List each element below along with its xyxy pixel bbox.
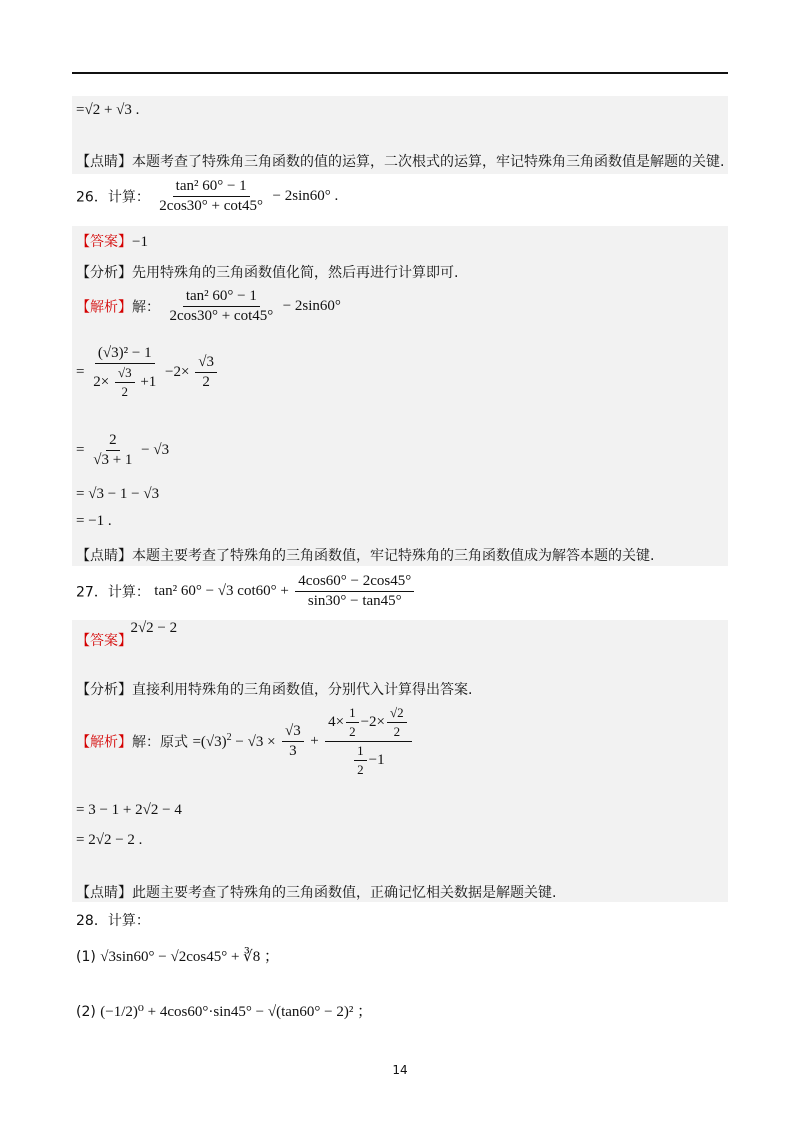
tail-fraction	[195, 354, 217, 391]
dianjing-text: 本题主要考查了特殊角的三角函数值，牢记特殊角的三角函数值成为解答本题的关键.	[132, 548, 655, 564]
jiexi-tail: − 2sin60°	[282, 298, 341, 314]
den-part-b: +1	[140, 373, 157, 390]
big-den: $\frac{1}{2}$ −1	[349, 742, 387, 778]
jiexi-tag: 【解析】	[76, 299, 132, 316]
den-part-a: 2×	[93, 373, 110, 390]
half-den-frac	[354, 743, 367, 778]
question-27	[76, 573, 416, 610]
answer-value: −1	[132, 234, 148, 250]
answer-tag: 【答案】	[76, 633, 132, 649]
tail-den: 2	[202, 374, 210, 390]
fenxi-text: 先用特殊角的三角函数值化简，然后再进行计算即可.	[132, 265, 459, 281]
half2-den: 2	[357, 762, 364, 777]
jiexi-tag: 【解析】	[76, 734, 132, 751]
fraction-denominator: sin30° − tan45°	[307, 593, 402, 609]
step-tail: −2×	[165, 364, 190, 380]
fraction-denominator	[90, 364, 159, 400]
step-fraction	[90, 432, 135, 469]
fenxi-27	[76, 679, 472, 699]
answer-26	[76, 231, 148, 251]
fraction-denominator: 2cos30° + cot45°	[169, 308, 274, 324]
fraction-denominator: √3 + 1	[93, 452, 133, 468]
part-expr: √3sin60° − √2cos45° + ∛8 ；	[100, 949, 279, 965]
step-fraction	[90, 345, 159, 400]
nested-den: 2	[121, 384, 128, 399]
dianjing-tag: 【点睛】	[76, 885, 132, 901]
jiexi-26	[76, 288, 341, 325]
question-fraction	[156, 178, 266, 215]
jiexi-expr-a: $=(√3)^2 - √3$ ×	[192, 732, 276, 750]
fraction-denominator: 2cos30° + cot45°	[159, 198, 264, 214]
jiexi-intro: 解：	[132, 299, 160, 316]
frac-den: 3	[289, 743, 297, 759]
frac-num: √3	[282, 723, 304, 742]
part-expr: (−1/2)⁰ + 4cos60°·sin45° − √(tan60° − 2)² ；	[100, 1004, 373, 1020]
nested-num: √3	[115, 365, 135, 383]
half	[346, 705, 359, 740]
equals-sign: =	[76, 364, 85, 380]
step-tail: − √3	[141, 442, 170, 458]
fraction-numerator: 2	[106, 432, 120, 451]
q28-part-2	[76, 1000, 372, 1021]
sqrt2-num: √2	[387, 705, 407, 723]
fenxi-tag: 【分析】	[76, 265, 132, 281]
half-num: 1	[346, 705, 359, 723]
plus-sign: +	[310, 733, 319, 749]
fenxi-26	[76, 262, 458, 282]
big-num: 4× $\frac{1}{2}$ −2× $\frac{√2}{2}$	[325, 705, 412, 742]
part-label: (1)	[76, 949, 96, 965]
dianjing-text: 本题考查了特殊角三角函数的值的运算，二次根式的运算，牢记特殊角三角函数值是解题的关键.	[132, 154, 725, 170]
answer-tag: 【答案】	[76, 234, 132, 250]
fenxi-text: 直接利用特殊角的三角函数值，分别代入计算得出答案.	[132, 682, 473, 698]
jiexi-fraction	[166, 288, 276, 325]
answer-value: 2√2 − 2	[130, 620, 178, 636]
tail-num: √3	[195, 354, 217, 373]
half2-num: 1	[354, 743, 367, 761]
step-26-1	[76, 345, 219, 400]
q28-part-1	[76, 945, 279, 966]
jiexi-27	[76, 705, 414, 778]
dianjing-line-3	[76, 882, 556, 902]
half-den: 2	[349, 724, 356, 739]
question-label: 26．计算：	[76, 189, 150, 206]
dianjing-line-2	[76, 545, 654, 565]
sqrt3-over-3	[282, 723, 304, 760]
dianjing-text: 此题主要考查了特殊角的三角函数值，正确记忆相关数据是解题关键.	[132, 885, 557, 901]
dianjing-tag: 【点睛】	[76, 548, 132, 564]
fraction-numerator: tan² 60° − 1	[183, 288, 260, 307]
fraction-numerator: 4cos60° − 2cos45°	[295, 573, 414, 592]
result-line: =√2 + √3 .	[76, 102, 140, 118]
equals-sign: =	[76, 442, 85, 458]
step-27-2: = 3 − 1 + 2√2 − 4	[76, 802, 182, 818]
fenxi-tag: 【分析】	[76, 682, 132, 698]
page-number: 14	[392, 1063, 408, 1077]
question-28: 28．计算：	[76, 913, 150, 929]
question-tail: − 2sin60° .	[272, 188, 339, 204]
step-26-4: = −1 .	[76, 513, 112, 529]
step-27-3: = 2√2 − 2 .	[76, 832, 143, 848]
part-label: (2)	[76, 1004, 96, 1020]
fraction-numerator: (√3)² − 1	[95, 345, 155, 364]
sqrt2-half	[387, 705, 407, 740]
big-fraction	[325, 705, 412, 778]
step-26-3: = √3 − 1 − √3	[76, 486, 160, 502]
dianjing-tag: 【点睛】	[76, 154, 132, 170]
dianjing-line-1	[76, 151, 724, 171]
answer-27	[76, 620, 183, 650]
question-26	[76, 178, 338, 215]
question-fraction	[295, 573, 414, 610]
step-26-2	[76, 432, 169, 469]
jiexi-intro: 解：原式	[132, 734, 188, 751]
header-rule	[72, 72, 728, 74]
nested-fraction	[115, 365, 135, 400]
fraction-numerator: tan² 60° − 1	[173, 178, 250, 197]
sqrt2-den: 2	[393, 724, 401, 739]
question-head: tan² 60° − √3 cot60° +	[154, 583, 289, 599]
question-label: 27．计算：	[76, 584, 150, 601]
